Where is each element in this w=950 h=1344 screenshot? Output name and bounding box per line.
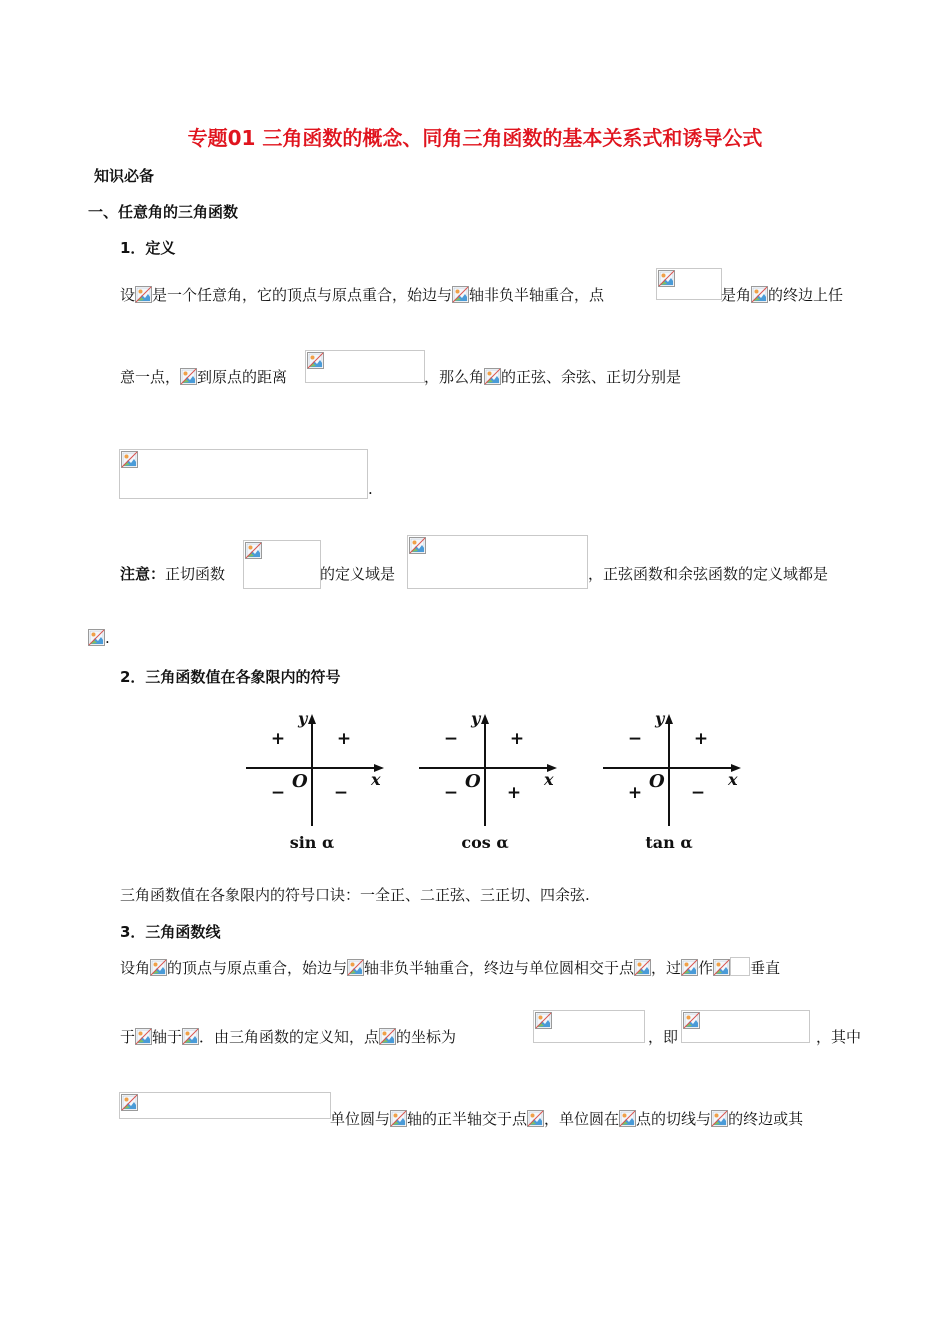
broken-image-icon	[307, 352, 324, 369]
formula-period: .	[368, 480, 373, 498]
broken-image-icon	[619, 1110, 636, 1127]
definition-line-2-end: ，那么角 的正弦、余弦、正切分别是	[424, 368, 682, 386]
formula-image-box	[119, 1092, 331, 1119]
broken-image-icon	[527, 1110, 544, 1127]
function-label: sin α	[289, 833, 335, 852]
broken-image-icon	[135, 1028, 152, 1045]
subsection-signs: 2．三角函数值在各象限内的符号	[120, 668, 341, 686]
x-axis-label: x	[371, 770, 381, 789]
quadrant-diagram	[246, 709, 384, 852]
note-line-end: ，正弦函数和余弦函数的定义域都是	[588, 565, 829, 583]
quadrant-sign: +	[509, 729, 525, 749]
section-heading-1: 一、任意角的三角函数	[88, 203, 239, 221]
broken-image-icon	[121, 1094, 138, 1111]
broken-image-icon	[658, 270, 675, 287]
formula-image-box	[533, 1010, 645, 1043]
y-axis-label: y	[471, 709, 481, 728]
quadrant-sign-diagrams	[236, 702, 756, 862]
x-axis-label: x	[728, 770, 738, 789]
broken-image-icon	[245, 542, 262, 559]
y-axis-arrow	[665, 714, 673, 724]
formula-image-box	[119, 449, 368, 499]
broken-image-icon	[484, 368, 501, 385]
y-axis-arrow	[481, 714, 489, 724]
quadrant-sign: +	[336, 729, 352, 749]
document-title: 专题01 三角函数的概念、同角三角函数的基本关系式和诱导公式	[187, 126, 763, 150]
definition-line-2: 意一点， 到原点的距离	[120, 368, 288, 386]
quadrant-diagram	[603, 709, 741, 852]
formula-image-box	[407, 535, 588, 589]
broken-image-icon	[88, 629, 105, 646]
formula-image-box	[243, 540, 321, 589]
broken-image-icon	[452, 286, 469, 303]
quadrant-diagram	[419, 709, 557, 852]
broken-image-icon	[634, 959, 651, 976]
quadrant-sign: −	[270, 783, 286, 803]
note-line-mid: 的定义域是	[320, 565, 396, 583]
broken-image-icon	[180, 368, 197, 385]
quadrant-sign: −	[627, 729, 643, 749]
quadrant-sign: +	[627, 783, 643, 803]
quadrant-sign: −	[690, 783, 706, 803]
function-label: cos α	[461, 833, 509, 852]
quadrant-sign: −	[443, 783, 459, 803]
origin-label: O	[649, 771, 665, 792]
broken-image-icon	[182, 1028, 199, 1045]
x-axis-label: x	[544, 770, 554, 789]
definition-line-1: 设 是一个任意角，它的顶点与原点重合，始边与 轴非负半轴重合，点	[120, 286, 605, 304]
broken-image-icon	[409, 537, 426, 554]
broken-image-icon	[121, 451, 138, 468]
broken-image-icon	[713, 959, 730, 976]
broken-image-icon	[751, 286, 768, 303]
note-line-2: .	[88, 627, 110, 649]
knowledge-heading: 知识必备	[94, 167, 155, 185]
note-label: 注意：	[120, 565, 166, 583]
broken-image-icon	[150, 959, 167, 976]
broken-image-icon	[347, 959, 364, 976]
broken-image-icon	[535, 1012, 552, 1029]
broken-image-icon	[681, 959, 698, 976]
trig-line-para-1: 设角 的顶点与原点重合，始边与 轴非负半轴重合，终边与单位圆相交于点 ，过 作 垂直	[120, 959, 781, 977]
quadrant-sign: +	[693, 729, 709, 749]
broken-image-icon	[379, 1028, 396, 1045]
broken-image-icon	[683, 1012, 700, 1029]
trig-line-para-2-end: ，其中	[816, 1028, 862, 1046]
trig-line-para-3: 单位圆与 轴的正半轴交于点 ，单位圆在 点的切线与 的终边或其	[330, 1110, 804, 1128]
broken-image-icon	[135, 286, 152, 303]
subsection-trig-lines: 3．三角函数线	[120, 923, 221, 941]
quadrant-sign: −	[443, 729, 459, 749]
trig-line-para-2-mid: ，即	[648, 1028, 679, 1046]
formula-image-box	[681, 1010, 810, 1043]
quadrant-sign: +	[270, 729, 286, 749]
broken-image-icon	[711, 1110, 728, 1127]
quadrant-sign: +	[506, 783, 522, 803]
formula-image-box	[305, 350, 425, 383]
subsection-definition: 1．定义	[120, 239, 176, 257]
y-axis-arrow	[308, 714, 316, 724]
origin-label: O	[292, 771, 308, 792]
function-label: tan α	[645, 833, 693, 852]
sign-mnemonic: 三角函数值在各象限内的符号口诀：一全正、二正弦、三正切、四余弦.	[120, 886, 590, 904]
y-axis-label: y	[655, 709, 665, 728]
broken-image-icon	[390, 1110, 407, 1127]
y-axis-label: y	[298, 709, 308, 728]
formula-image-box	[730, 957, 750, 976]
formula-image-box	[656, 268, 722, 300]
quadrant-sign: −	[333, 783, 349, 803]
trig-line-para-2: 于 轴于 ．由三角函数的定义知，点 的坐标为	[120, 1028, 457, 1046]
origin-label: O	[465, 771, 481, 792]
note-line-start: 注意：正切函数	[120, 565, 226, 583]
definition-line-1-end: 是角 的终边上任	[721, 286, 844, 304]
